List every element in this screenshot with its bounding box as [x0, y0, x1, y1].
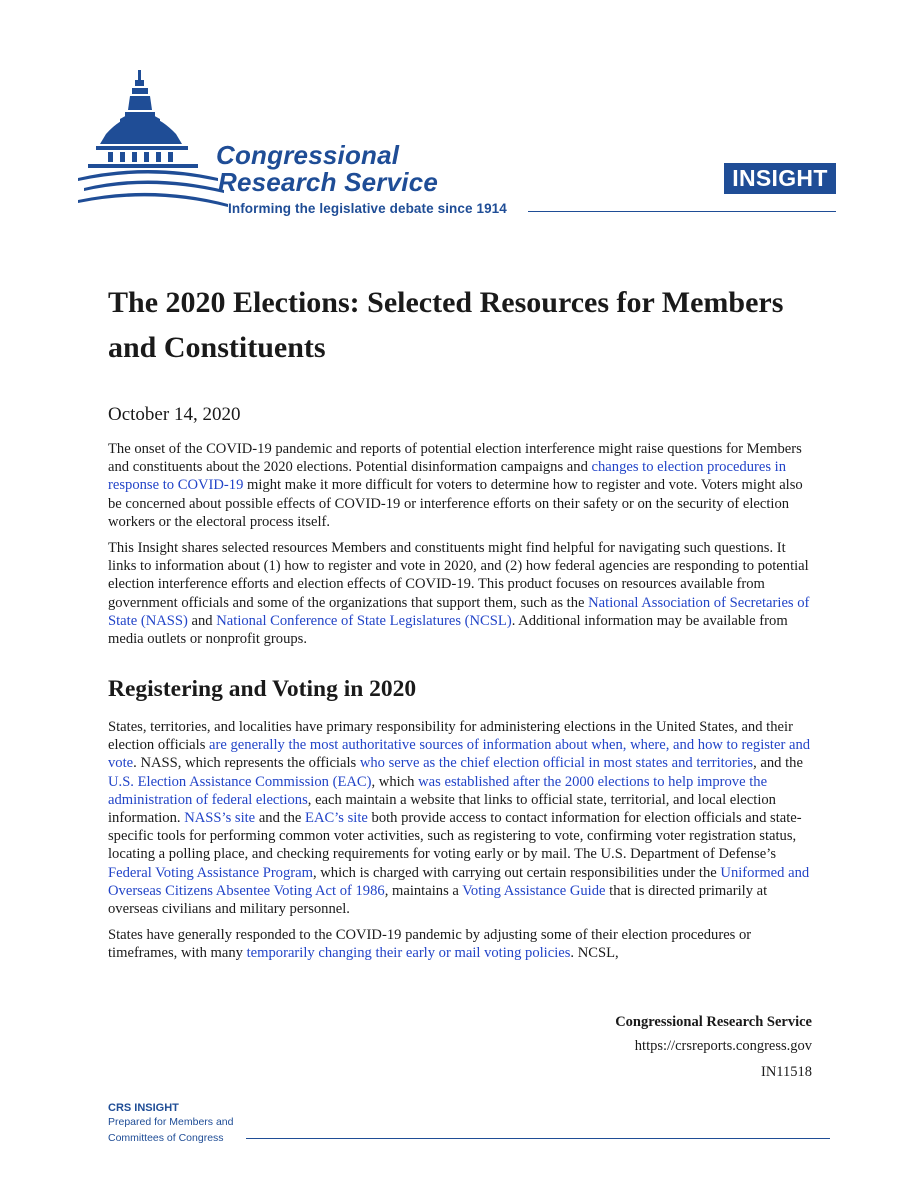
section-body — [108, 718, 814, 971]
series-label: CRS INSIGHT — [108, 1102, 179, 1114]
prepared-line-1: Prepared for Members and — [108, 1116, 234, 1128]
text: . NCSL, — [570, 945, 619, 962]
capitol-dome-icon — [78, 66, 228, 218]
section-paragraph-1 — [108, 718, 814, 918]
link-chief-election-official[interactable]: who serve as the chief election official in most states and territories — [359, 755, 754, 772]
text: This Insight shares selected resources Members and constituents might find helpful for navigating such questions. It links to information about (1) how to register and vote in 2020, and (2) how federal agencies are responding to potential election interference efforts and election effects of COVID-19. This product focuses on resources available from government officials and some of the organizations that support them, such as the — [108, 540, 809, 611]
text: and the — [255, 810, 306, 827]
org-name-line1: Congressional — [216, 140, 400, 170]
link-eac-site[interactable]: EAC’s site — [305, 810, 368, 827]
text: that is directed primarily at overseas civilians and military personnel. — [108, 882, 768, 918]
intro-section — [108, 440, 814, 656]
section-heading: Registering and Voting in 2020 — [108, 676, 417, 702]
link-nass[interactable]: National Association of Secretaries of State (NASS) — [108, 594, 810, 629]
link-covid-procedures[interactable]: changes to election procedures in response to COVID-19 — [108, 459, 787, 494]
org-name-line2: Research Service — [218, 167, 439, 197]
prepared-for — [108, 1114, 233, 1146]
text: . NASS, which represents the officials — [133, 755, 360, 772]
publication-date: October 14, 2020 — [108, 404, 241, 425]
text: and — [187, 612, 217, 629]
prepared-line-2: Committees of Congress — [108, 1132, 224, 1144]
text: , and the — [753, 755, 803, 772]
link-uocava[interactable]: Uniformed and Overseas Citizens Absentee Voting Act of 1986 — [108, 864, 810, 899]
text: , which — [371, 773, 419, 790]
text: , each maintain a website that links to official state, territorial, and local election information. — [108, 791, 776, 827]
link-fvap[interactable]: Federal Voting Assistance Program — [108, 864, 313, 881]
intro-paragraph-2 — [108, 539, 814, 648]
text: . Additional information may be available from media outlets or nonprofit groups. — [108, 612, 788, 648]
tagline: Informing the legislative debate since 1914 — [228, 201, 507, 216]
report-id: IN11518 — [760, 1064, 812, 1080]
text: States, territories, and localities have primary responsibility for administering elections in the United States, and their election officials — [108, 719, 793, 754]
link-nass-site[interactable]: NASS’s site — [184, 810, 256, 827]
text: both provide access to contact information for election officials and state-specific tools for performing common voter activities, such as registering to vote, confirming voter registration status, locating a polling place, and checking requirements for voting early or by mail. The U.S. Department of Defense’s — [108, 810, 802, 863]
link-eac-established[interactable]: was established after the 2000 elections to help improve the administration of federal elections — [108, 773, 768, 808]
page-title: The 2020 Elections: Selected Resources for Members and Constituents — [108, 286, 784, 364]
link-ncsl[interactable]: National Conference of State Legislatures (NCSL) — [216, 612, 512, 629]
header-divider — [528, 211, 836, 212]
org-name — [216, 142, 438, 196]
text: States have generally responded to the COVID-19 pandemic by adjusting some of their election procedures or timeframes, with many — [108, 927, 752, 962]
text: , which is charged with carrying out certain responsibilities under the — [312, 864, 721, 881]
footer-url: https://crsreports.congress.gov — [634, 1038, 812, 1054]
link-authoritative-sources[interactable]: are generally the most authoritative sources of information about when, where, and how to register and vote — [108, 737, 811, 772]
text: might make it more difficult for voters to determine how to register and vote. Voters might also be concerned about possible effects of COVID-19 or interference efforts on their safety or on the security of election workers or the electoral process itself. — [108, 477, 803, 530]
insight-badge: INSIGHT — [724, 163, 836, 194]
link-voting-assistance-guide[interactable]: Voting Assistance Guide — [462, 882, 606, 899]
link-eac[interactable]: U.S. Election Assistance Commission (EAC) — [108, 773, 372, 790]
text: The onset of the COVID-19 pandemic and reports of potential election interference might raise questions for Members and constituents about the 2020 elections. Potential disinformation campaigns and — [108, 441, 802, 476]
text: , maintains a — [384, 882, 463, 899]
link-mail-voting-policies[interactable]: temporarily changing their early or mail voting policies — [246, 945, 571, 962]
footer-divider — [246, 1138, 830, 1139]
footer-org: Congressional Research Service — [615, 1014, 812, 1030]
section-paragraph-2 — [108, 926, 814, 962]
intro-paragraph-1 — [108, 440, 814, 531]
